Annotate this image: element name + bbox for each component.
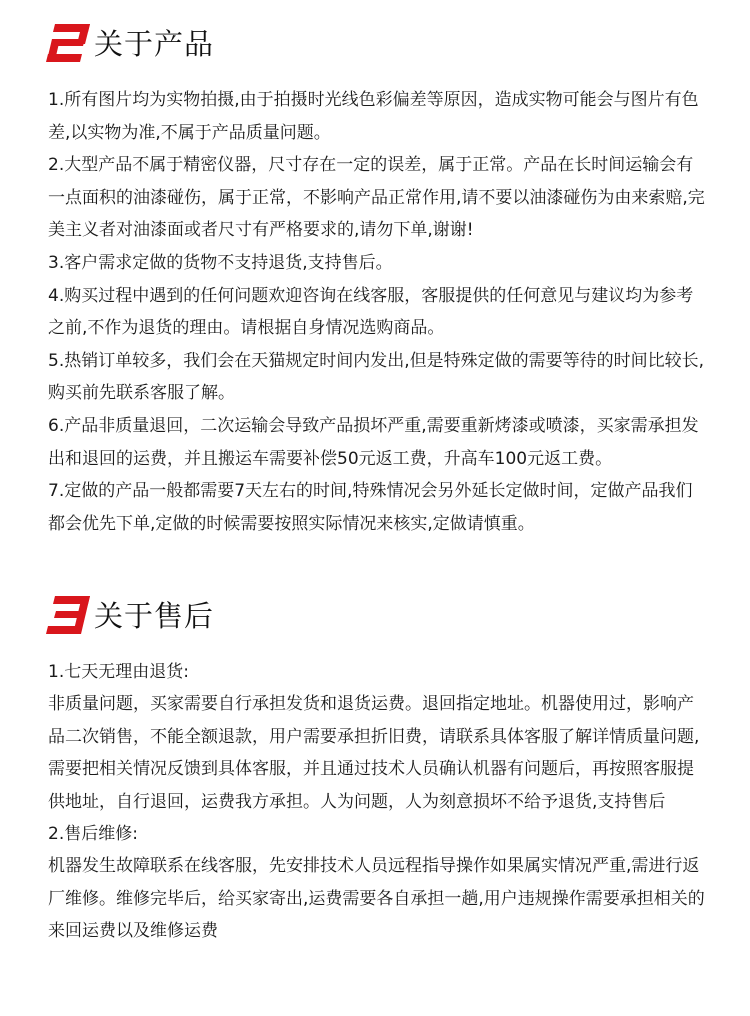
list-item: 6.产品非质量退回，二次运输会导致产品损坏严重,需要重新烤漆或喷漆，买家需承担发出和退回的运费，并且搬运车需要补偿50元返工费，升高车100元返工费。 — [48, 415, 699, 469]
number-2-icon — [46, 24, 90, 62]
list-item: 2.售后维修: — [48, 824, 138, 845]
section-title: 关于产品 — [94, 27, 215, 61]
section-body — [48, 656, 708, 948]
list-item: 机器发生故障联系在线客服，先安排技术人员远程指导操作如果属实情况严重,需进行返厂维修。维修完毕后，给买家寄出,运费需要各自承担一趟,用户违规操作需要承担相关的来回运费以及维修运费 — [48, 856, 705, 942]
section-about-product — [0, 22, 750, 534]
list-item: 4.购买过程中遇到的任何问题欢迎咨询在线客服，客服提供的任何意见与建议均为参考之前,不作为退货的理由。请根据自身情况选购商品。 — [48, 285, 694, 339]
section-heading-aftersale — [46, 594, 750, 646]
list-item: 1.七天无理由退货: — [48, 662, 189, 682]
list-item: 2.大型产品不属于精密仪器，尺寸存在一定的误差，属于正常。产品在长时间运输会有一点面积的油漆碰伤，属于正常，不影响产品正常作用,请不要以油漆碰伤为由来索赔,完美主义者对油漆面或者尺寸有严格要求的,请勿下单,谢谢! — [48, 155, 705, 241]
number-3-icon — [46, 596, 90, 634]
number-2-glyph — [46, 24, 90, 62]
list-item: 5.热销订单较多，我们会在天猫规定时间内发出,但是特殊定做的需要等待的时间比较长,购买前先联系客服了解。 — [48, 350, 705, 404]
section-about-aftersale — [0, 594, 750, 942]
list-item: 非质量问题，买家需要自行承担发货和退货运费。退回指定地址。机器使用过，影响产品二次销售，不能全额退款，用户需要承担折旧费，请联系具体客服了解详情质量问题,需要把相关情况反馈到具体客服，并且通过技术人员确认机器有问题后，再按照客服提供地址，自行退回，运费我方承担。人为问题，人为刻意损坏不给予退货,支持售后 — [48, 694, 700, 812]
section-body — [48, 84, 708, 540]
section-heading-product — [46, 22, 750, 74]
list-item: 3.客户需求定做的货物不支持退货,支持售后。 — [48, 252, 393, 273]
list-item: 1.所有图片均为实物拍摄,由于拍摄时光线色彩偏差等原因，造成实物可能会与图片有色差,以实物为准,不属于产品质量问题。 — [48, 90, 699, 143]
section-title: 关于售后 — [94, 599, 215, 633]
list-item: 7.定做的产品一般都需要7天左右的时间,特殊情况会另外延长定做时间，定做产品我们都会优先下单,定做的时候需要按照实际情况来核实,定做请慎重。 — [48, 481, 693, 534]
number-3-glyph — [46, 596, 90, 634]
